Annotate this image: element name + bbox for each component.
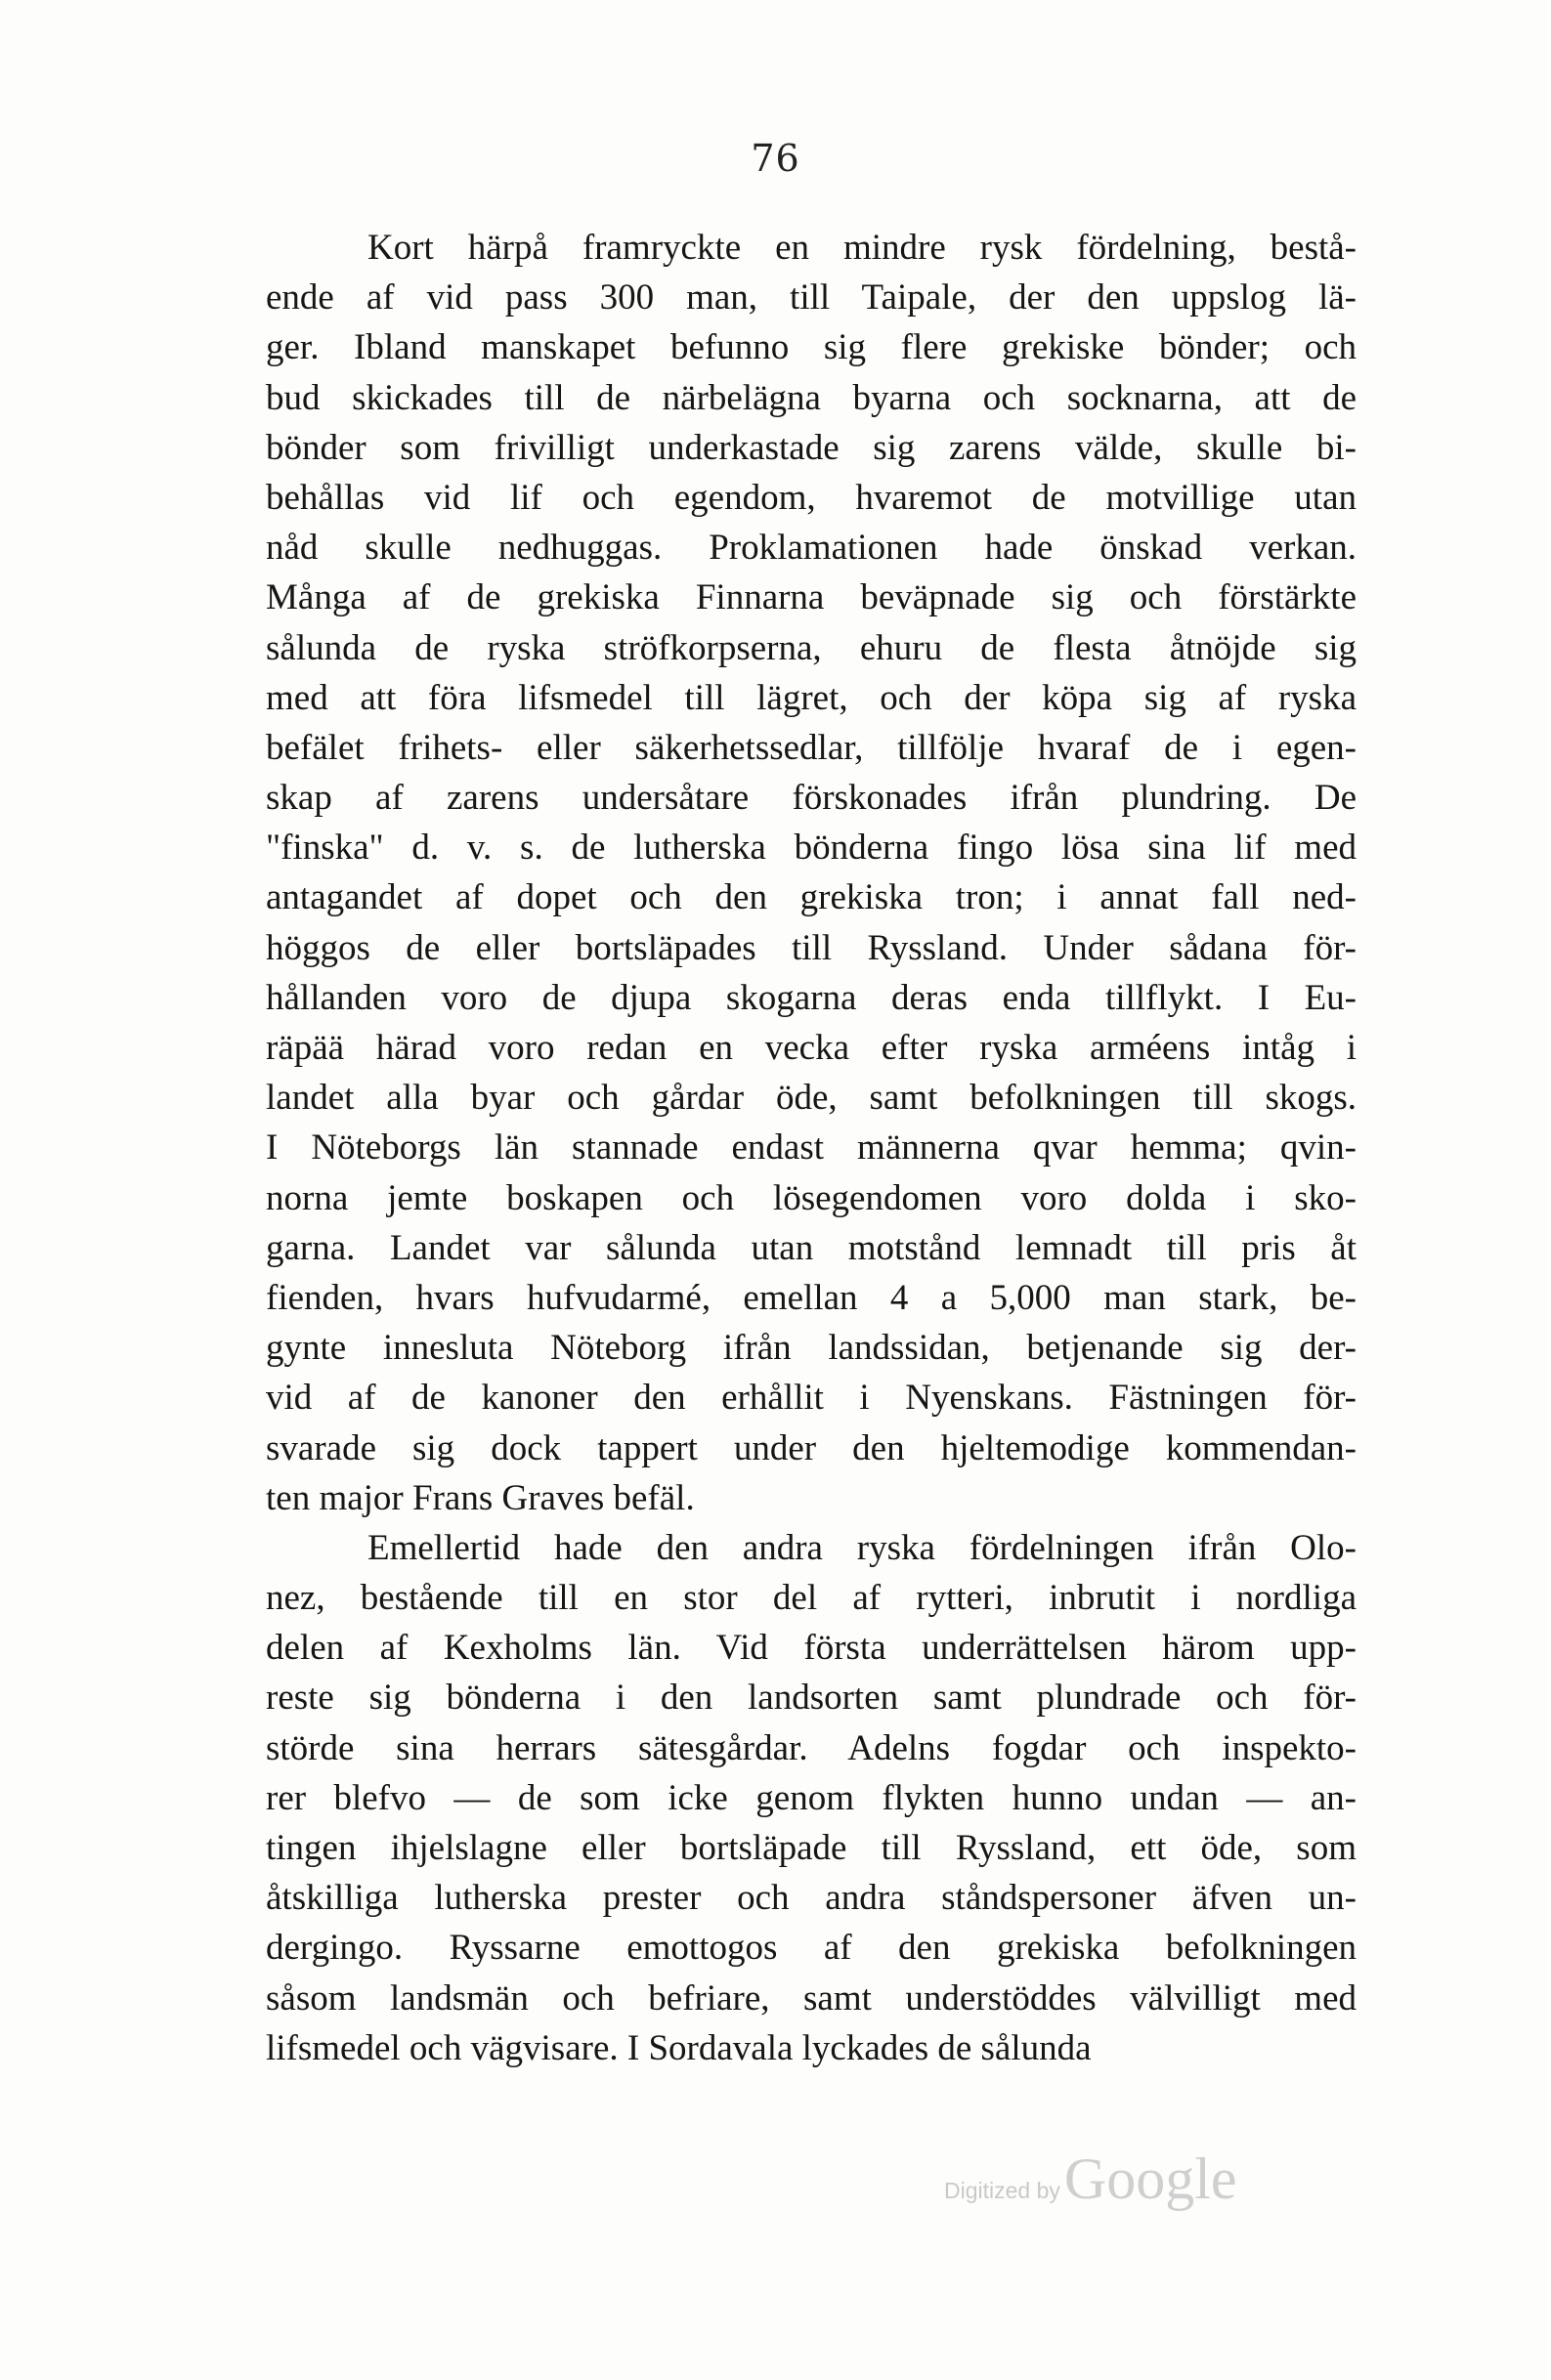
paragraph [266, 223, 1357, 1523]
text-line: åtskilliga lutherska prester och andra ståndspersoner äfven un- [266, 1878, 1357, 1919]
text-line: hållanden voro de djupa skogarna deras enda tillflykt. I Eu- [266, 977, 1357, 1018]
watermark-prefix: Digitized by [944, 2178, 1060, 2203]
text-line: gynte innesluta Nöteborg ifrån landssidan, betjenande sig der- [266, 1328, 1357, 1369]
text-line: befälet frihets- eller säkerhetssedlar, tillfölje hvaraf de i egen- [266, 727, 1357, 768]
text-line: vid af de kanoner den erhållit i Nyenskans. Fästningen för- [266, 1378, 1357, 1419]
text-line: antagandet af dopet och den grekiska tron; i annat fall ned- [266, 877, 1357, 918]
body-text [266, 223, 1357, 2073]
text-line: norna jemte boskapen och lösegendomen voro dolda i sko- [266, 1177, 1357, 1218]
text-line: nåd skulle nedhuggas. Proklamationen hade önskad verkan. [266, 528, 1357, 569]
text-line: svarade sig dock tappert under den hjeltemodige kommendan- [266, 1427, 1357, 1468]
text-line: lifsmedel och vägvisare. I Sordavala lyckades de sålunda [266, 2027, 1092, 2068]
text-line: Många af de grekiska Finnarna beväpnade sig och förstärkte [266, 577, 1357, 618]
google-logo-text: Google [1063, 2146, 1237, 2211]
text-line: räpää härad voro redan en vecka efter ryska arméens intåg i [266, 1028, 1357, 1068]
text-line: bönder som frivilligt underkastade sig zarens välde, skulle bi- [266, 427, 1357, 468]
text-line: garna. Landet var sålunda utan motstånd lemnadt till pris åt [266, 1227, 1357, 1268]
text-line: tingen ihjelslagne eller bortsläpade till Ryssland, ett öde, som [266, 1828, 1357, 1868]
text-line: I Nöteborgs län stannade endast männerna qvar hemma; qvin- [266, 1127, 1357, 1169]
text-line: delen af Kexholms län. Vid första underrättelsen härom upp- [266, 1628, 1357, 1669]
text-line: ende af vid pass 300 man, till Taipale, der den uppslog lä- [266, 277, 1357, 319]
text-line: dergingo. Ryssarne emottogos af den grekiska befolkningen [266, 1928, 1357, 1969]
text-line: bud skickades till de närbelägna byarna och socknarna, att de [266, 377, 1357, 418]
paragraph [266, 1523, 1357, 2073]
text-line: med att föra lifsmedel till lägret, och der köpa sig af ryska [266, 677, 1357, 718]
text-line: höggos de eller bortsläpades till Ryssland. Under sådana för- [266, 927, 1357, 968]
text-line: Emellertid hade den andra ryska fördelningen ifrån Olo- [367, 1527, 1357, 1568]
text-line: Kort härpå framryckte en mindre rysk fördelning, bestå- [367, 228, 1357, 268]
digitized-watermark [944, 2146, 1237, 2213]
text-line: behållas vid lif och egendom, hvaremot de motvillige utan [266, 477, 1357, 518]
text-line: skap af zarens undersåtare förskonades ifrån plundring. De [266, 778, 1357, 819]
text-line: reste sig bönderna i den landsorten samt plundrade och för- [266, 1678, 1357, 1719]
text-line: fienden, hvars hufvudarmé, emellan 4 a 5,000 man stark, be- [266, 1277, 1357, 1318]
text-line: ten major Frans Graves befäl. [266, 1477, 695, 1518]
text-line: sålunda de ryska ströfkorpserna, ehuru de flesta åtnöjde sig [266, 627, 1357, 668]
text-line: såsom landsmän och befriare, samt understöddes välvilligt med [266, 1977, 1357, 2019]
page-number: 76 [751, 137, 800, 180]
text-line: ger. Ibland manskapet befunno sig flere grekiske bönder; och [266, 327, 1357, 368]
text-line: störde sina herrars sätesgårdar. Adelns fogdar och inspekto- [266, 1727, 1357, 1768]
text-line: nez, bestående till en stor del af rytteri, inbrutit i nordliga [266, 1578, 1357, 1619]
text-line: "finska" d. v. s. de lutherska bönderna fingo lösa sina lif med [266, 828, 1357, 869]
text-line: rer blefvo — de som icke genom flykten hunno undan — an- [266, 1777, 1357, 1818]
text-line: landet alla byar och gårdar öde, samt befolkningen till skogs. [266, 1078, 1357, 1119]
